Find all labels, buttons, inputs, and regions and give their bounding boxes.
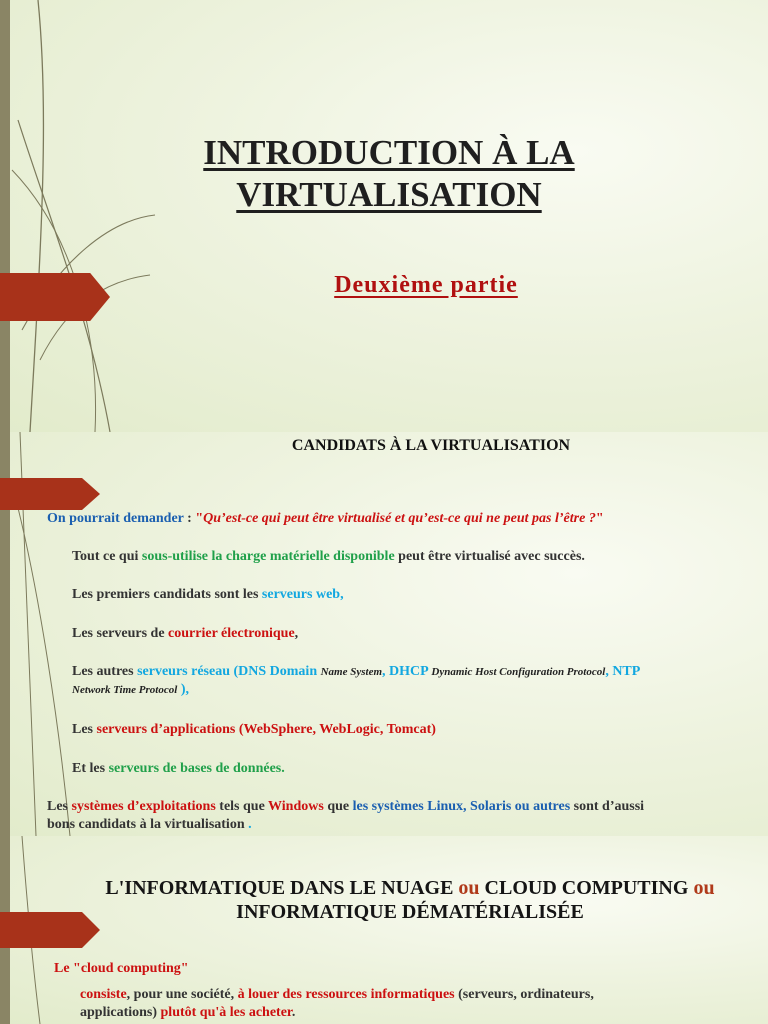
accent-tab	[0, 478, 100, 510]
slide-cloud	[0, 836, 768, 1024]
list-item: Les serveurs de courrier électronique,	[72, 626, 299, 641]
slide-title-heading: INTRODUCTION À LA VIRTUALISATION	[203, 133, 575, 214]
list-item: Tout ce qui sous-utilise la charge matérielle disponible peut être virtualisé avec succès.	[72, 549, 585, 564]
slide-candidats	[0, 432, 768, 836]
section-heading: CANDIDATS À LA VIRTUALISATION	[291, 437, 571, 454]
slide-subtitle: Deuxième partie	[334, 272, 518, 298]
list-item: consiste, pour une société, à louer des ressources informatiques (serveurs, ordinateurs, applications) plutôt qu'à les acheter.	[80, 987, 594, 1020]
list-item: Les systèmes d’exploitations tels que Windows que les systèmes Linux, Solaris ou autres sont d’aussi bons candidats à la virtualisation .	[47, 799, 645, 832]
swirl-decoration	[0, 0, 160, 432]
section-heading: L'INFORMATIQUE DANS LE NUAGE ou CLOUD COMPUTING ou INFORMATIQUE DÉMATÉRIALISÉE	[105, 877, 715, 923]
left-bar	[0, 0, 10, 432]
list-item: Et les serveurs de bases de données.	[72, 761, 285, 776]
list-item: Les premiers candidats sont les serveurs web,	[72, 587, 344, 602]
question-bullet: On pourrait demander : "Qu’est-ce qui peut être virtualisé et qu’est-ce qui ne peut pas l’être ?"	[47, 511, 604, 526]
list-item: Le "cloud computing"	[54, 961, 189, 976]
list-item: Les serveurs d’applications (WebSphere, WebLogic, Tomcat)	[72, 722, 436, 737]
list-item: Les autres serveurs réseau (DNS Domain Name System, DHCP Dynamic Host Configuration Protocol, NTP Network Time Protocol ),	[72, 664, 641, 697]
slide-title	[0, 0, 768, 432]
